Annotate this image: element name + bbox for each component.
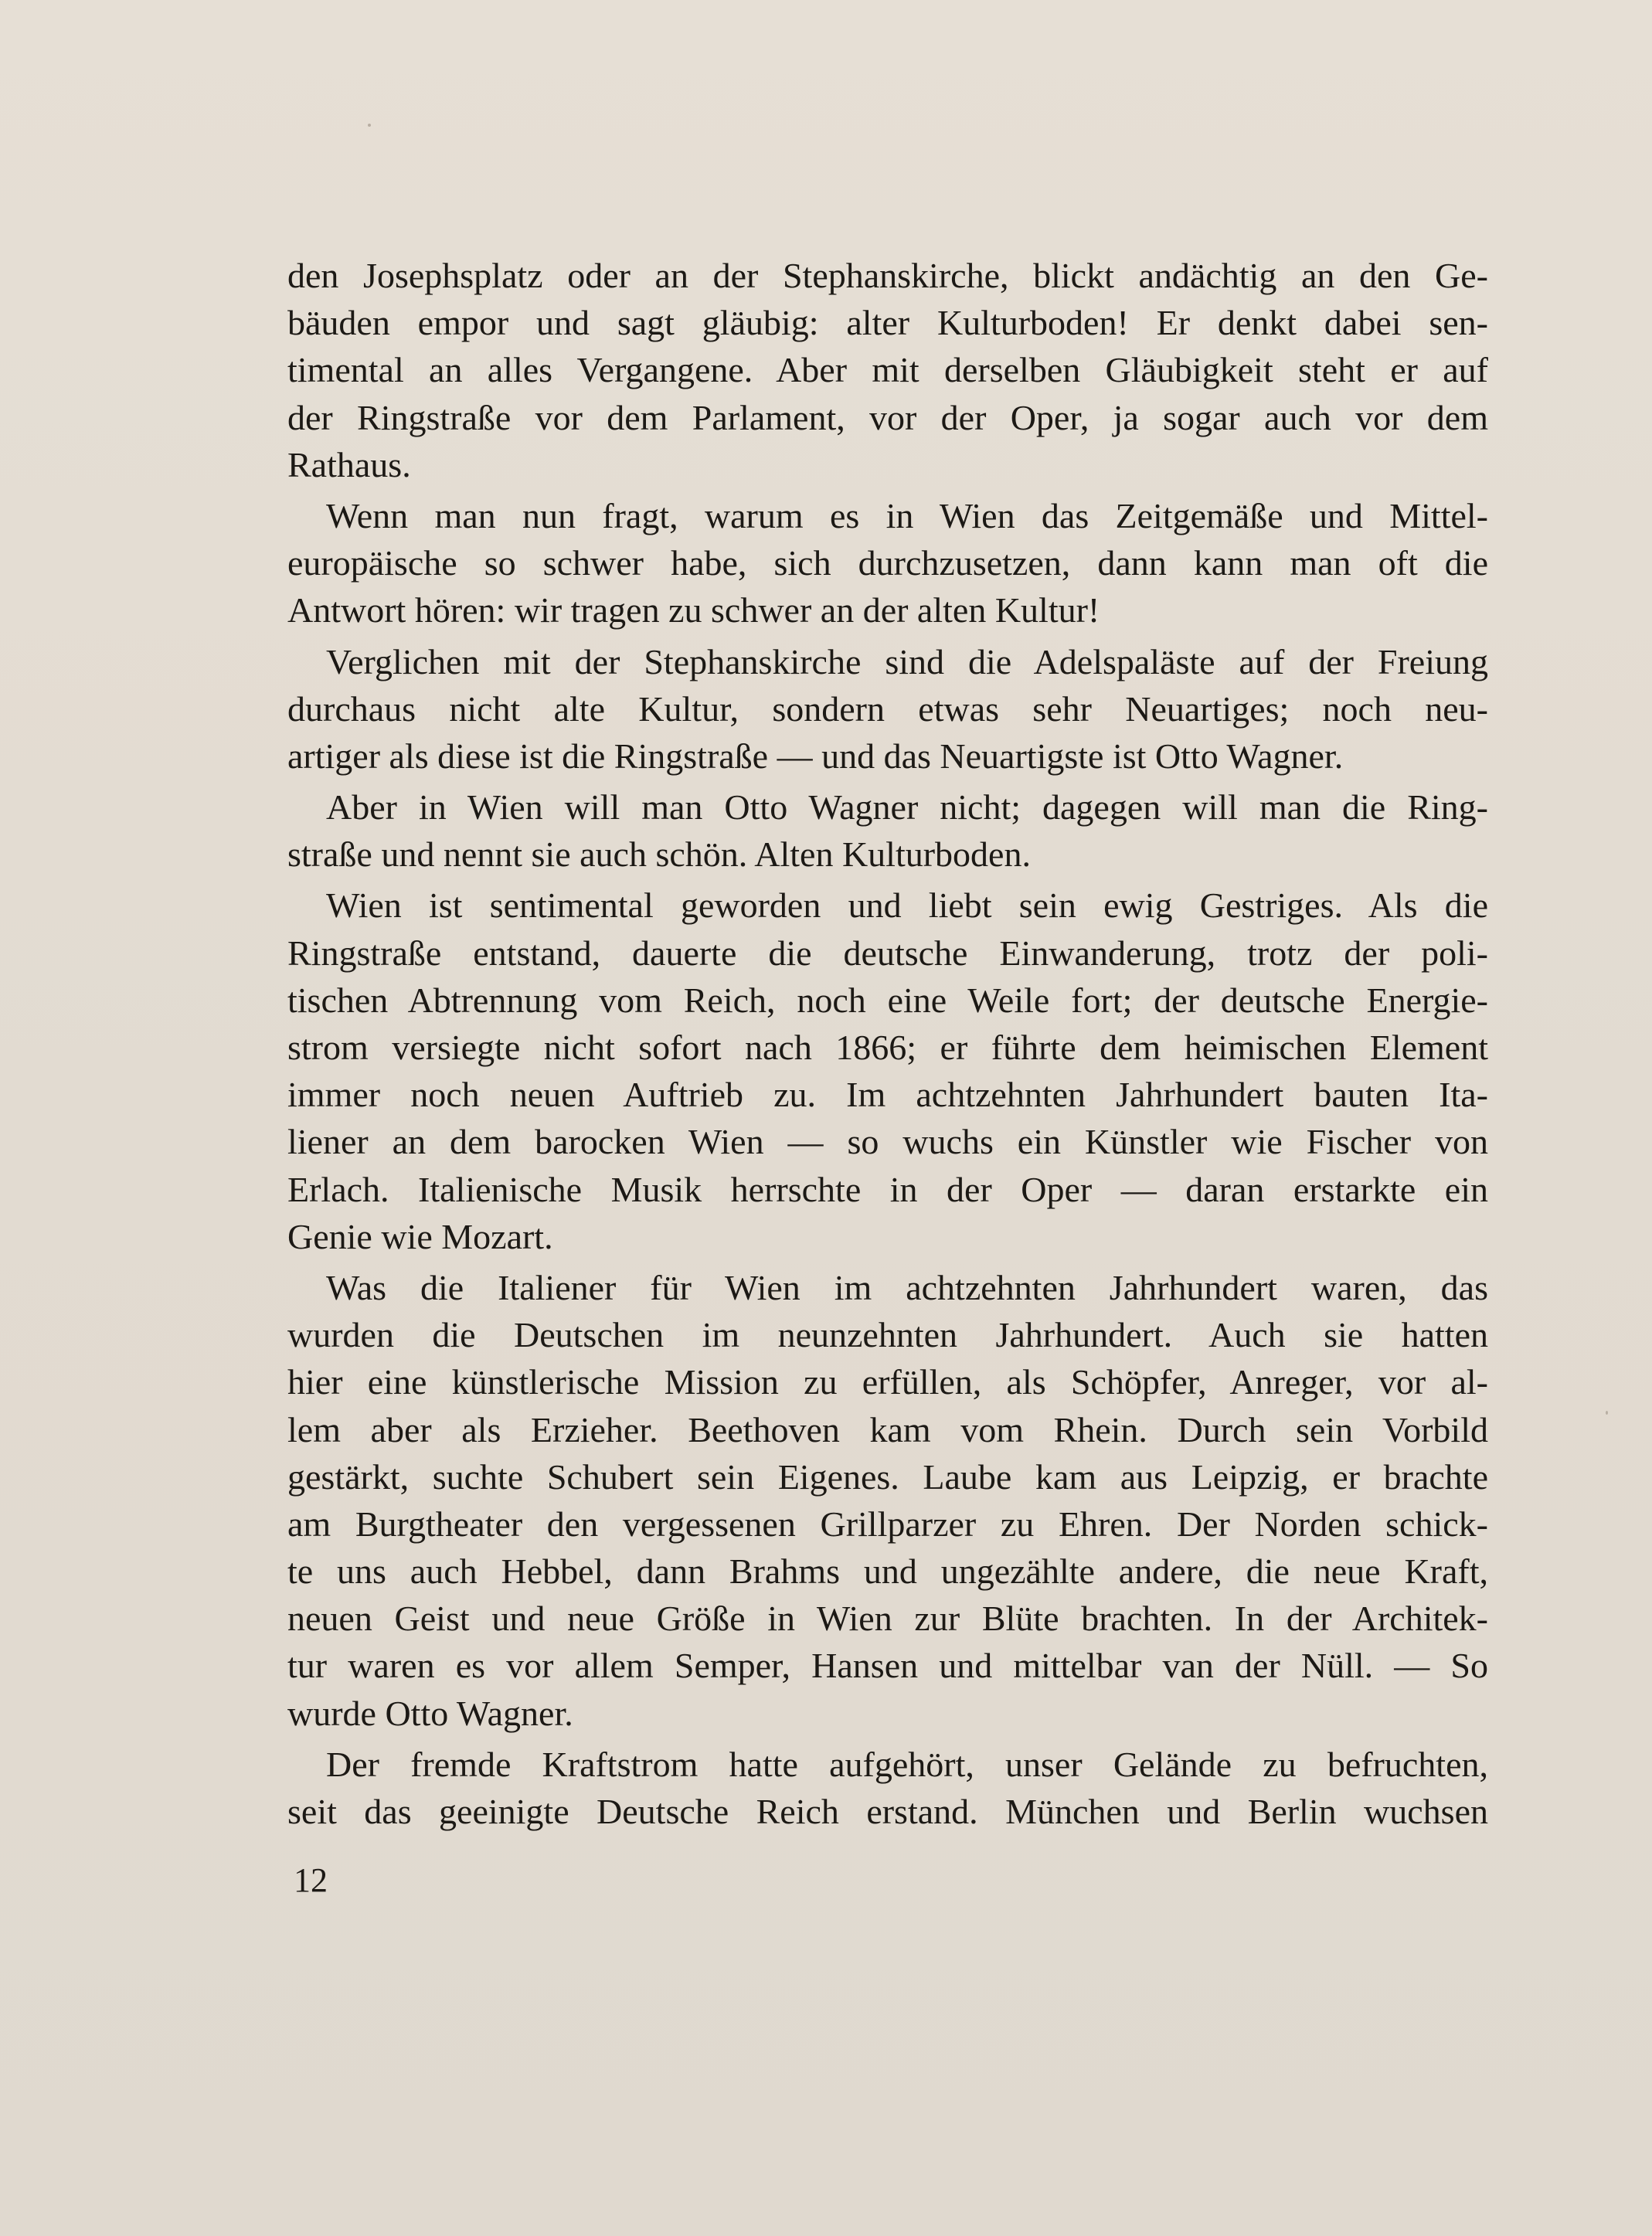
paper-speck (1606, 1411, 1608, 1415)
text-line: hier eine künstlerische Mission zu erfüllen, als Schöpfer, Anreger, vor al- (287, 1362, 1488, 1402)
text-line: Wenn man nun fragt, warum es in Wien das Zeitgemäße und Mittel- (326, 495, 1488, 535)
text-line: gestärkt, suchte Schubert sein Eigenes. Laube kam aus Leipzig, er brachte (287, 1456, 1488, 1497)
text-line: bäuden empor und sagt gläubig: alter Kulturboden! Er denkt dabei sen- (287, 303, 1488, 343)
text-line: tur waren es vor allem Semper, Hansen und mittelbar van der Nüll. — So (287, 1646, 1488, 1686)
paper-speck (368, 124, 371, 127)
text-line: Genie wie Mozart. (287, 1216, 553, 1256)
text-line: strom versiegte nicht sofort nach 1866; er führte dem heimischen Element (287, 1028, 1488, 1067)
text-line: artiger als diese ist die Ringstraße — und das Neuartigste ist Otto Wagner. (287, 736, 1344, 776)
text-line: immer noch neuen Auftrieb zu. Im achtzehnten Jahrhundert bauten Ita- (287, 1075, 1488, 1115)
text-line: tischen Abtrennung vom Reich, noch eine Weile fort; der deutsche Energie- (287, 980, 1488, 1020)
text-line: te uns auch Hebbel, dann Brahms und ungezählte andere, die neue Kraft, (287, 1551, 1488, 1592)
text-line: Antwort hören: wir tragen zu schwer an der alten Kultur! (287, 590, 1100, 630)
text-line: den Josephsplatz oder an der Stephanskirche, blickt andächtig an den Ge- (287, 256, 1488, 295)
text-line: straße und nennt sie auch schön. Alten Kulturboden. (287, 834, 1031, 875)
text-line: wurden die Deutschen im neunzehnten Jahrhundert. Auch sie hatten (287, 1315, 1488, 1355)
text-line: Erlach. Italienische Musik herrschte in der Oper — daran erstarkte ein (287, 1169, 1488, 1209)
text-line: der Ringstraße vor dem Parlament, vor der Oper, ja sogar auch vor dem (287, 397, 1488, 437)
text-line: durchaus nicht alte Kultur, sondern etwas sehr Neuartiges; noch neu- (287, 688, 1488, 729)
text-line: Verglichen mit der Stephanskirche sind die Adelspaläste auf der Freiung (326, 641, 1488, 681)
text-line: Was die Italiener für Wien im achtzehnten Jahrhundert waren, das (326, 1267, 1488, 1307)
text-line: neuen Geist und neue Größe in Wien zur Blüte brachten. In der Architek- (287, 1599, 1488, 1639)
text-line: seit das geeinigte Deutsche Reich erstand. München und Berlin wuchsen (287, 1792, 1488, 1831)
text-line: am Burgtheater den vergessenen Grillparzer zu Ehren. Der Norden schick- (287, 1504, 1488, 1544)
text-line: Aber in Wien will man Otto Wagner nicht; dagegen will man die Ring- (326, 787, 1488, 827)
page-number: 12 (294, 1861, 328, 1899)
text-line: Ringstraße entstand, dauerte die deutsche Einwanderung, trotz der poli- (287, 933, 1488, 973)
body-text (287, 252, 1488, 1835)
text-line: lem aber als Erzieher. Beethoven kam vom Rhein. Durch sein Vorbild (287, 1409, 1488, 1449)
text-line: Rathaus. (287, 444, 411, 484)
text-line: liener an dem barocken Wien — so wuchs ein Künstler wie Fischer von (287, 1122, 1488, 1162)
text-line: europäische so schwer habe, sich durchzusetzen, dann kann man oft die (287, 543, 1488, 583)
text-line: wurde Otto Wagner. (287, 1693, 573, 1733)
text-line: timental an alles Vergangene. Aber mit derselben Gläubigkeit steht er auf (287, 350, 1488, 390)
text-line: Wien ist sentimental geworden und liebt sein ewig Gestriges. Als die (326, 885, 1488, 926)
text-line: Der fremde Kraftstrom hatte aufgehört, unser Gelände zu befruchten, (326, 1744, 1488, 1784)
